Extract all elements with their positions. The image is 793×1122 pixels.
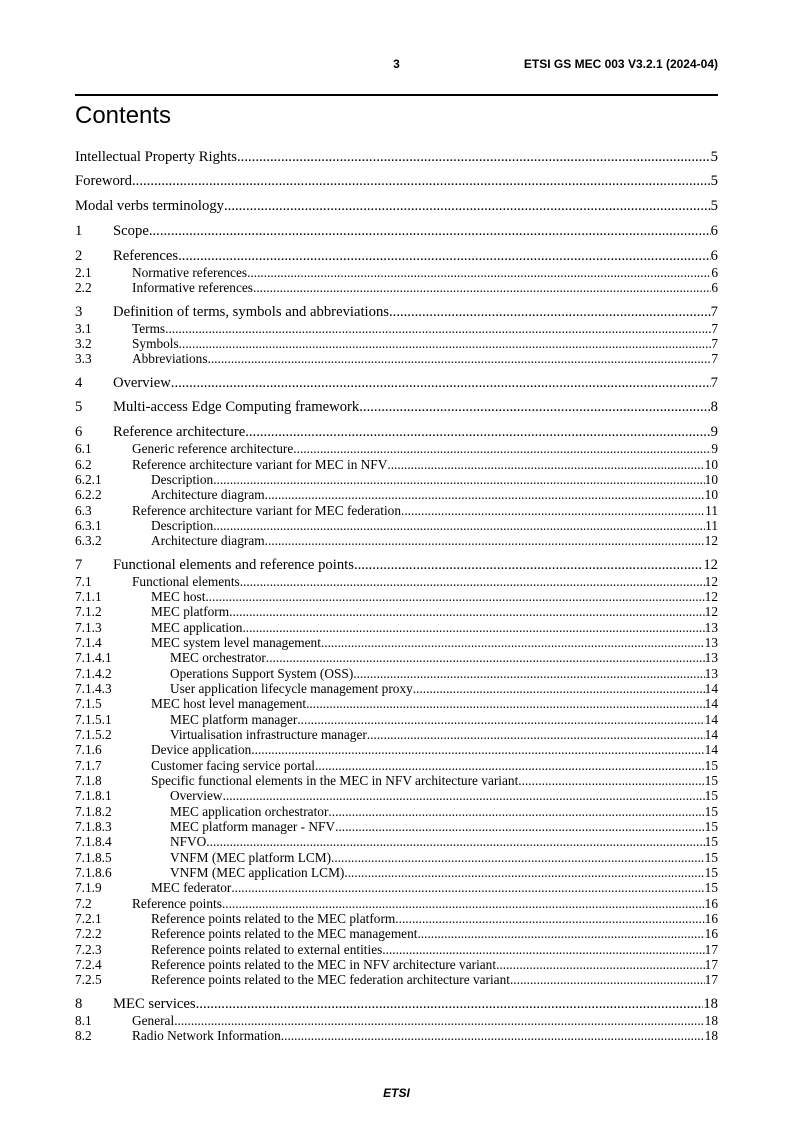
page-number: 13 (704, 634, 718, 650)
dot-leader (213, 472, 704, 487)
dot-leader (229, 604, 705, 619)
page-number: 18 (704, 1028, 718, 1044)
dot-leader (223, 788, 705, 803)
dot-leader (297, 712, 704, 727)
toc-entry[interactable] (75, 758, 718, 773)
page-number: 7 (710, 303, 718, 320)
section-title: Terms (132, 320, 166, 336)
page-number: 10 (704, 471, 718, 487)
toc-entry[interactable] (75, 696, 718, 711)
section-title: Abbreviations (132, 351, 208, 367)
dot-leader (174, 1013, 704, 1028)
dot-leader (205, 589, 704, 604)
toc-entry[interactable] (75, 1013, 718, 1028)
page-number: 18 (703, 995, 718, 1012)
toc-entry[interactable] (75, 911, 718, 926)
section-title: MEC services (113, 995, 196, 1012)
page-number: 8 (710, 399, 718, 416)
page-number: 6 (711, 280, 718, 296)
page-number: 15 (704, 819, 718, 835)
toc-entry[interactable] (75, 472, 718, 487)
section-title: Description (151, 517, 214, 533)
section-number: 7.1.2 (75, 604, 102, 620)
section-number: 7.1.8.6 (75, 865, 112, 881)
dot-leader (518, 773, 704, 788)
page-number: 5 (710, 198, 718, 215)
page-number: 17 (704, 957, 718, 973)
dot-leader (196, 996, 704, 1013)
section-title: Device application (151, 742, 252, 758)
section-title: Functional elements (132, 573, 240, 589)
toc-entry[interactable] (75, 635, 718, 650)
dot-leader (321, 635, 705, 650)
section-title: Informative references (132, 280, 253, 296)
section-number: 7.1.8.1 (75, 788, 112, 804)
toc-entry[interactable] (75, 727, 718, 742)
toc-entry[interactable] (75, 865, 718, 880)
section-title: MEC platform manager (170, 711, 298, 727)
section-number: 6 (75, 424, 83, 441)
section-title: Reference points (132, 895, 222, 911)
page-number: 15 (704, 803, 718, 819)
toc-entry[interactable] (75, 487, 718, 502)
dot-leader (253, 280, 711, 295)
section-number: 8 (75, 995, 83, 1012)
dot-leader (208, 351, 712, 366)
footer-publisher: ETSI (383, 1086, 410, 1100)
section-number: 7.1.9 (75, 880, 102, 896)
page-number: 16 (704, 926, 718, 942)
section-title: Architecture diagram (151, 533, 265, 549)
section-title: VNFM (MEC platform LCM) (170, 849, 332, 865)
section-title: Reference points related to the MEC management (151, 926, 418, 942)
toc-entry[interactable] (75, 574, 718, 589)
toc-entry[interactable] (75, 819, 718, 834)
page-number: 7 (711, 320, 718, 336)
toc-entry[interactable] (75, 650, 718, 665)
section-title: Radio Network Information (132, 1028, 281, 1044)
page-number: 9 (711, 441, 718, 457)
section-number: 6.2.2 (75, 487, 102, 503)
section-number: 7.2 (75, 895, 92, 911)
toc-entry[interactable] (75, 972, 718, 987)
dot-leader (496, 957, 705, 972)
section-number: 6.3.1 (75, 517, 102, 533)
section-number: 6.3.2 (75, 533, 102, 549)
dot-leader (331, 850, 705, 865)
dot-leader (247, 265, 711, 280)
section-title: Functional elements and reference points (113, 556, 354, 573)
section-number: 7.1.1 (75, 588, 102, 604)
page-number: 15 (704, 849, 718, 865)
dot-leader (382, 942, 704, 957)
dot-leader (237, 149, 711, 166)
dot-leader (315, 758, 705, 773)
dot-leader (242, 620, 704, 635)
section-number: 7.2.4 (75, 957, 102, 973)
toc-entry[interactable] (75, 996, 718, 1013)
dot-leader (413, 681, 705, 696)
section-title: Definition of terms, symbols and abbreviations (113, 303, 389, 320)
page-number: 7 (710, 374, 718, 391)
page-number: 13 (704, 619, 718, 635)
page-number: 15 (704, 788, 718, 804)
dot-leader (132, 173, 711, 190)
toc-entry[interactable] (75, 457, 718, 472)
toc-entry[interactable] (75, 742, 718, 757)
section-number: 6.1 (75, 441, 92, 457)
section-number: 5 (75, 399, 83, 416)
section-number: 3.2 (75, 335, 92, 351)
section-title: MEC federator (151, 880, 232, 896)
dot-leader (387, 457, 704, 472)
page-number: 14 (704, 742, 718, 758)
page-number: 11 (705, 502, 718, 518)
section-title: Reference architecture (113, 424, 246, 441)
page-number: 12 (704, 573, 718, 589)
toc-entry[interactable] (75, 441, 718, 456)
dot-leader (367, 727, 705, 742)
section-number: 7.1.7 (75, 757, 102, 773)
dot-leader (510, 972, 705, 987)
section-number: 7.1.8.2 (75, 803, 112, 819)
section-number: 7.1.8.3 (75, 819, 112, 835)
dot-leader (395, 911, 704, 926)
section-number: 7.1.5.1 (75, 711, 112, 727)
dot-leader (224, 198, 711, 215)
section-number: 7.1.8.4 (75, 834, 112, 850)
section-number: 7.1.4 (75, 634, 102, 650)
page-number: 12 (704, 604, 718, 620)
section-number: 7.1.4.1 (75, 650, 112, 666)
running-header (75, 57, 718, 71)
toc-entry[interactable] (75, 712, 718, 727)
page-number: 7 (711, 335, 718, 351)
contents-heading: Contents (75, 101, 172, 129)
section-number: 7.1.5.2 (75, 726, 112, 742)
section-title: Generic reference architecture (132, 441, 294, 457)
page-number: 12 (703, 556, 718, 573)
toc-entry[interactable] (75, 223, 718, 240)
toc-entry[interactable] (75, 788, 718, 803)
toc-entry[interactable] (75, 424, 718, 441)
dot-leader (389, 304, 711, 321)
dot-leader (231, 880, 704, 895)
dot-leader (265, 533, 705, 548)
section-title: Description (151, 471, 214, 487)
section-title: VNFM (MEC application LCM) (170, 865, 345, 881)
section-number: 2.1 (75, 264, 92, 280)
section-number: 7.1 (75, 573, 92, 589)
section-title: Architecture diagram (151, 487, 265, 503)
toc-entry[interactable] (75, 926, 718, 941)
section-title: MEC application orchestrator (170, 803, 329, 819)
dot-leader (266, 650, 705, 665)
section-title: References (113, 248, 179, 265)
section-number: 6.2.1 (75, 471, 102, 487)
toc-entry[interactable] (75, 399, 718, 416)
dot-leader (293, 441, 711, 456)
page-number: 5 (710, 148, 718, 165)
section-number: 3 (75, 303, 83, 320)
dot-leader (245, 424, 710, 441)
toc-entry[interactable] (75, 681, 718, 696)
section-number: 7.2.1 (75, 911, 102, 927)
section-title: MEC application (151, 619, 243, 635)
dot-leader (149, 223, 711, 240)
toc-list (75, 141, 718, 1044)
section-number: 8.2 (75, 1028, 92, 1044)
page-number: 11 (705, 517, 718, 533)
page-number: 15 (704, 880, 718, 896)
section-number: 7.1.6 (75, 742, 102, 758)
toc-entry[interactable] (75, 1028, 718, 1043)
section-title: Reference architecture variant for MEC in NFV (132, 456, 388, 472)
section-title: Multi-access Edge Computing framework (113, 399, 360, 416)
section-title: MEC host level management (151, 696, 307, 712)
toc-entry[interactable] (75, 557, 718, 574)
page-number: 17 (704, 941, 718, 957)
section-title: Reference points related to the MEC platform (151, 911, 396, 927)
dot-leader (206, 834, 704, 849)
toc-entry[interactable] (75, 880, 718, 895)
section-title: General (132, 1012, 175, 1028)
dot-leader (265, 487, 705, 502)
section-title: MEC platform manager - NFV (170, 819, 336, 835)
page-number: 15 (704, 834, 718, 850)
section-number: 7.2.2 (75, 926, 102, 942)
dot-leader (222, 896, 705, 911)
section-title: User application lifecycle management proxy (170, 680, 413, 696)
section-title: Scope (113, 223, 149, 240)
page-number: 14 (704, 711, 718, 727)
section-number: 7.1.8 (75, 773, 102, 788)
page-number: 6 (711, 264, 718, 280)
section-title: MEC system level management (151, 634, 321, 650)
toc-entry[interactable] (75, 589, 718, 604)
section-number: 6.2 (75, 456, 92, 472)
toc-entry[interactable] (75, 957, 718, 972)
header-rule (75, 94, 718, 96)
dot-leader (401, 503, 705, 518)
toc-entry[interactable] (75, 896, 718, 911)
section-title: Intellectual Property Rights (75, 148, 237, 165)
page-number: 7 (711, 351, 718, 367)
section-title: Operations Support System (OSS) (170, 665, 354, 681)
section-title: Specific functional elements in the MEC in NFV architecture variant (151, 773, 519, 788)
page-number: 10 (704, 456, 718, 472)
page-number: 14 (704, 680, 718, 696)
dot-leader (240, 574, 705, 589)
page-number: 13 (704, 665, 718, 681)
toc-entry[interactable] (75, 336, 718, 351)
section-title: Reference points related to external entities (151, 941, 383, 957)
section-number: 2 (75, 248, 83, 265)
dot-leader (344, 865, 704, 880)
page-number: 5 (710, 173, 718, 190)
toc-entry[interactable] (75, 248, 718, 265)
toc-entry[interactable] (75, 834, 718, 849)
section-number: 7.1.8.5 (75, 849, 112, 865)
section-title: Foreword (75, 173, 132, 190)
toc-entry[interactable] (75, 773, 718, 788)
section-title: Reference points related to the MEC federation architecture variant (151, 972, 510, 988)
section-number: 7.1.4.2 (75, 665, 112, 681)
toc-entry[interactable] (75, 375, 718, 392)
section-title: Modal verbs terminology (75, 198, 224, 215)
section-number: 8.1 (75, 1012, 92, 1028)
toc-entry[interactable] (75, 149, 718, 166)
header-page-number: 3 (393, 57, 400, 71)
header-document-id: ETSI GS MEC 003 V3.2.1 (2024-04) (523, 57, 718, 71)
page-number: 12 (704, 533, 718, 549)
page-number: 18 (704, 1012, 718, 1028)
toc-entry[interactable] (75, 518, 718, 533)
toc-entry[interactable] (75, 351, 718, 366)
page-number: 16 (704, 911, 718, 927)
dot-leader (353, 666, 704, 681)
dot-leader (354, 557, 703, 574)
toc-entry[interactable] (75, 503, 718, 518)
page-number: 6 (710, 248, 718, 265)
page-number: 16 (704, 895, 718, 911)
section-number: 2.2 (75, 280, 92, 296)
page-number: 9 (710, 424, 718, 441)
toc-entry[interactable] (75, 280, 718, 295)
toc-entry[interactable] (75, 666, 718, 681)
page-number: 15 (704, 773, 718, 788)
dot-leader (306, 696, 705, 711)
toc-entry[interactable] (75, 304, 718, 321)
page-number: 6 (710, 223, 718, 240)
toc-entry[interactable] (75, 620, 718, 635)
page-number: 10 (704, 487, 718, 503)
section-title: NFVO (170, 834, 207, 850)
section-title: Symbols (132, 335, 179, 351)
toc-entry[interactable] (75, 850, 718, 865)
section-title: MEC platform (151, 604, 230, 620)
page-number: 13 (704, 650, 718, 666)
section-title: Reference points related to the MEC in NFV architecture variant (151, 957, 497, 973)
dot-leader (213, 518, 705, 533)
dot-leader (328, 804, 704, 819)
section-number: 3.3 (75, 351, 92, 367)
page-number: 12 (704, 588, 718, 604)
section-title: MEC orchestrator (170, 650, 266, 666)
toc-entry[interactable] (75, 265, 718, 280)
dot-leader (171, 375, 711, 392)
section-number: 7.2.3 (75, 941, 102, 957)
dot-leader (165, 321, 711, 336)
section-title: Overview (170, 788, 223, 804)
section-title: Virtualisation infrastructure manager (170, 726, 367, 742)
section-title: Customer facing service portal (151, 757, 315, 773)
toc-entry[interactable] (75, 942, 718, 957)
section-number: 7.1.3 (75, 619, 102, 635)
section-number: 7 (75, 556, 83, 573)
page-number: 15 (704, 757, 718, 773)
page-number: 14 (704, 696, 718, 712)
section-number: 6.3 (75, 502, 92, 518)
toc-entry[interactable] (75, 533, 718, 548)
section-number: 1 (75, 223, 83, 240)
toc-entry[interactable] (75, 173, 718, 190)
section-number: 3.1 (75, 320, 92, 336)
page-number: 15 (704, 865, 718, 881)
section-title: Reference architecture variant for MEC federation (132, 502, 402, 518)
section-title: MEC host (151, 588, 206, 604)
dot-leader (178, 248, 711, 265)
section-number: 7.1.4.3 (75, 680, 112, 696)
dot-leader (335, 819, 705, 834)
toc-entry[interactable] (75, 321, 718, 336)
section-number: 7.2.5 (75, 972, 102, 988)
toc-entry[interactable] (75, 804, 718, 819)
dot-leader (251, 742, 704, 757)
dot-leader (281, 1028, 705, 1043)
dot-leader (417, 926, 704, 941)
page-number: 14 (704, 726, 718, 742)
section-number: 7.1.5 (75, 696, 102, 712)
toc-entry[interactable] (75, 198, 718, 215)
toc-entry[interactable] (75, 604, 718, 619)
page-number: 17 (704, 972, 718, 988)
section-title: Normative references (132, 264, 248, 280)
section-title: Overview (113, 374, 171, 391)
section-number: 4 (75, 374, 83, 391)
dot-leader (359, 399, 710, 416)
dot-leader (179, 336, 712, 351)
